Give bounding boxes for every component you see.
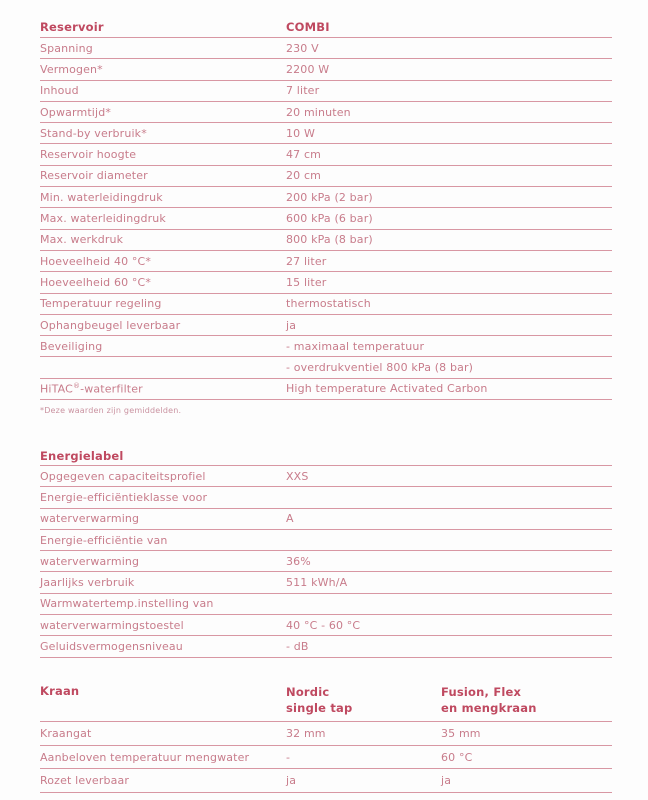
spec-label: Geluidsvermogensniveau [40,640,183,654]
spec-value: 10 W [286,126,315,140]
spec-value: 511 kWh/A [286,576,348,590]
spec-label-hitac: HiTAC®-waterfilter [40,382,143,396]
table-row [40,636,612,657]
spec-label: Aanbeloven temperatuur mengwater [40,750,250,764]
spec-value: 230 V [286,41,319,55]
table-row [40,59,612,80]
spec-value: ja [286,318,297,332]
spec-value: - overdrukventiel 800 kPa (8 bar) [286,361,474,375]
kraan-table [40,684,612,793]
table-row [40,187,612,208]
spec-label: Jaarlijks verbruik [40,576,135,590]
spec-label: Warmwatertemp.instelling van [40,597,214,611]
spec-label: Opgegeven capaciteitsprofiel [40,469,206,483]
table-row [40,466,612,487]
table-row [40,572,612,593]
spec-label: Inhoud [40,84,79,98]
spec-value: 36% [286,554,311,568]
table-row [40,336,612,357]
spec-label: Stand-by verbruik* [40,126,147,140]
kraan-table-header [40,684,612,722]
table-row [40,123,612,144]
column-header-nordic: Nordic single tap [286,685,353,715]
spec-label: Opwarmtijd* [40,105,111,119]
table-row [40,315,612,336]
energielabel-table [40,449,612,658]
spec-label: Vermogen* [40,62,103,76]
table-row [40,357,612,378]
spec-label: Energie-efficiëntie van [40,533,168,547]
spec-label: Energie-efficiëntieklasse voor [40,490,208,504]
spec-value: A [286,512,294,526]
spec-value: 7 liter [286,84,320,98]
section-title-kraan: Kraan [40,684,80,698]
spec-label: Hoeveelheid 40 °C* [40,254,152,268]
spec-value-fusion: 60 °C [441,750,473,764]
spec-value: 2200 W [286,62,330,76]
spec-label: Reservoir hoogte [40,148,137,162]
spec-label: Rozet leverbaar [40,774,130,788]
spec-value: 20 minuten [286,105,351,119]
table-row [40,144,612,165]
spec-label: Max. werkdruk [40,233,124,247]
spec-label: Beveiliging [40,339,103,353]
spec-value: 200 kPa (2 bar) [286,190,373,204]
spec-value: - maximaal temperatuur [286,339,425,353]
spec-value: 27 liter [286,254,327,268]
reservoir-table-header [40,20,612,38]
table-row [40,615,612,636]
table-row [40,38,612,59]
spec-value-nordic: ja [286,774,297,788]
table-row [40,594,612,615]
spec-label: Max. waterleidingdruk [40,212,166,226]
section-title-reservoir: Reservoir [40,20,104,34]
section-title-energielabel: Energielabel [40,449,124,463]
table-row [40,722,612,746]
spec-label: waterverwarming [40,512,140,526]
table-row [40,530,612,551]
energielabel-table-header [40,449,612,466]
column-header-fusion-flex: Fusion, Flex en mengkraan [441,685,537,715]
spec-label: Reservoir diameter [40,169,148,183]
spec-label: Ophangbeugel leverbaar [40,318,181,332]
spec-label: Temperatuur regeling [40,297,162,311]
table-row [40,230,612,251]
table-row [40,208,612,229]
spec-value: 40 °C - 60 °C [286,618,361,632]
table-row [40,379,612,400]
spec-value: 20 cm [286,169,322,183]
table-row [40,509,612,530]
product-column-header: COMBI [286,20,330,34]
spec-value-nordic: 32 mm [286,726,326,740]
spec-label: waterverwarming [40,554,140,568]
table-footnote: *Deze waarden zijn gemiddelden. [40,406,182,415]
spec-value-fusion: 35 mm [441,726,481,740]
table-row [40,551,612,572]
registered-trademark-symbol: ® [72,382,81,391]
table-row [40,272,612,293]
spec-label: Hoeveelheid 60 °C* [40,275,152,289]
spec-value-nordic: - [286,750,291,764]
spec-value: High temperature Activated Carbon [286,382,488,396]
spec-value: 15 liter [286,275,327,289]
spec-label: waterverwarmingstoestel [40,618,184,632]
spec-label: Kraangat [40,726,92,740]
table-row [40,769,612,793]
table-row [40,294,612,315]
reservoir-table [40,20,612,400]
table-row [40,251,612,272]
table-row [40,746,612,770]
table-row [40,166,612,187]
spec-value-fusion: ja [441,774,452,788]
table-row [40,81,612,102]
spec-value: 600 kPa (6 bar) [286,212,373,226]
spec-label: Min. waterleidingdruk [40,190,163,204]
spec-value: 47 cm [286,148,322,162]
spec-value: XXS [286,469,309,483]
spec-value: 800 kPa (8 bar) [286,233,373,247]
spec-value: - dB [286,640,309,654]
spec-label: Spanning [40,41,93,55]
table-row [40,487,612,508]
table-row [40,102,612,123]
spec-value: thermostatisch [286,297,371,311]
